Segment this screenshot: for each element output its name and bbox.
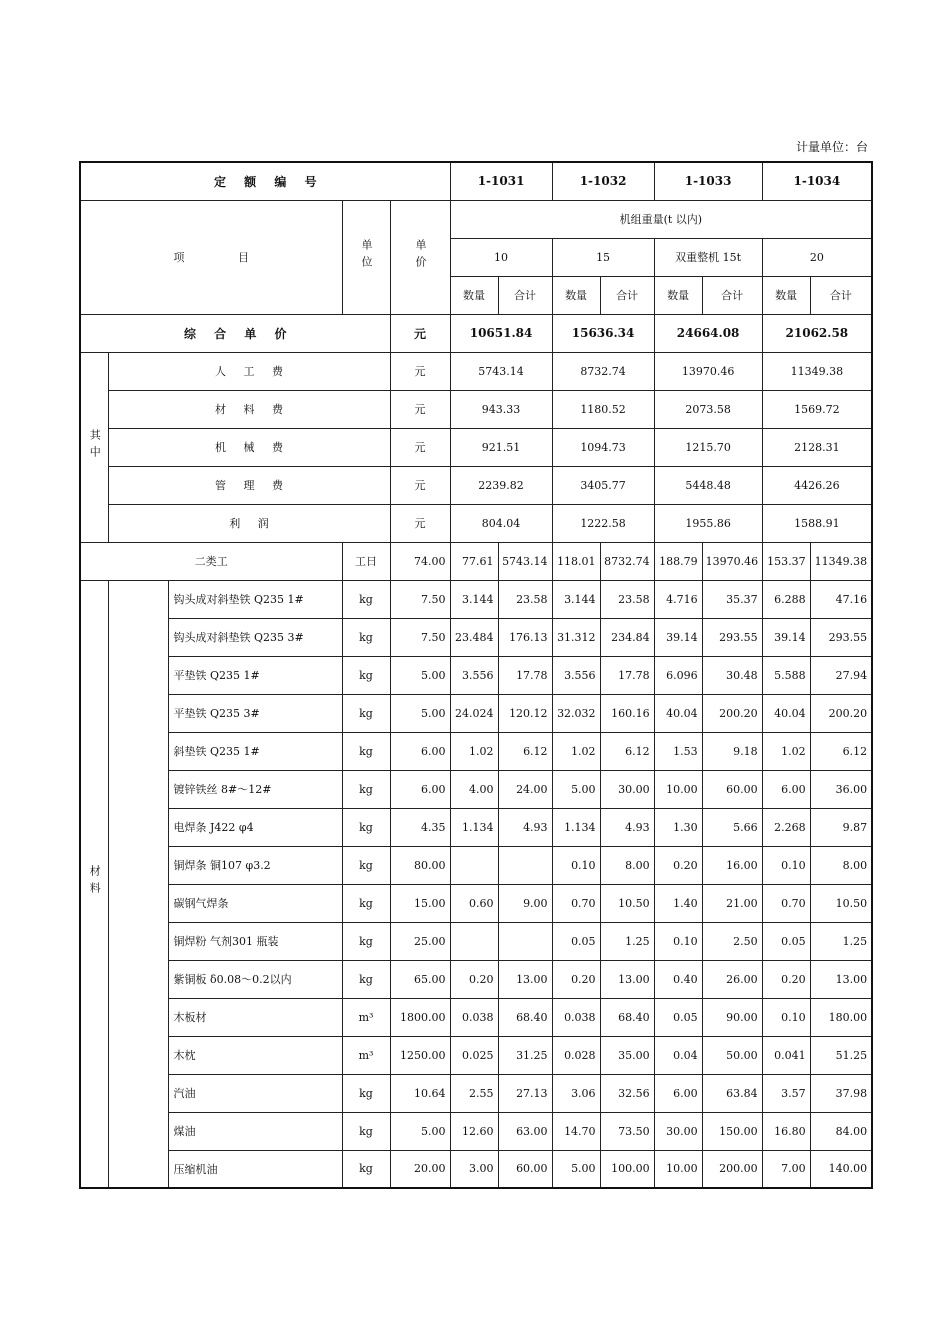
- material-cell: 37.98: [810, 1074, 872, 1112]
- material-cell: 63.84: [702, 1074, 762, 1112]
- material-cell: 27.13: [498, 1074, 552, 1112]
- material-cell: 0.028: [552, 1036, 600, 1074]
- material-price: 20.00: [390, 1150, 450, 1188]
- material-unit: kg: [342, 922, 390, 960]
- material-cell: 4.716: [654, 580, 702, 618]
- material-cell: 0.10: [762, 846, 810, 884]
- weight-1: 10: [450, 238, 552, 276]
- material-row: [80, 884, 872, 922]
- among-label-text: 其中: [88, 428, 102, 463]
- among-item-value: 1094.73: [552, 428, 654, 466]
- material-cell: 234.84: [600, 618, 654, 656]
- material-cell: 31.25: [498, 1036, 552, 1074]
- material-cell: 200.00: [702, 1150, 762, 1188]
- material-cell: 9.87: [810, 808, 872, 846]
- unit-label: 单位: [342, 200, 390, 314]
- material-row: [80, 998, 872, 1036]
- material-cell: 16.00: [702, 846, 762, 884]
- weight-2: 15: [552, 238, 654, 276]
- code-4: 1-1034: [762, 162, 872, 200]
- composite-value-2: 15636.34: [552, 314, 654, 352]
- material-cell: 8.00: [600, 846, 654, 884]
- material-cell: 10.50: [810, 884, 872, 922]
- total-label: 合计: [702, 276, 762, 314]
- among-item-value: 5448.48: [654, 466, 762, 504]
- quota-code-label: 定 额 编 号: [80, 162, 450, 200]
- material-cell: 4.93: [600, 808, 654, 846]
- material-cell: 3.57: [762, 1074, 810, 1112]
- material-row: [80, 1150, 872, 1188]
- material-cell: 5.588: [762, 656, 810, 694]
- among-item-name: 利 润: [108, 504, 390, 542]
- materials-spacer: [108, 580, 168, 1188]
- material-cell: [450, 846, 498, 884]
- material-cell: 293.55: [702, 618, 762, 656]
- material-name: 平垫铁 Q235 3#: [168, 694, 342, 732]
- weight-4: 20: [762, 238, 872, 276]
- material-cell: 23.58: [600, 580, 654, 618]
- material-cell: 0.038: [450, 998, 498, 1036]
- material-cell: 31.312: [552, 618, 600, 656]
- among-item-value: 1215.70: [654, 428, 762, 466]
- material-cell: 26.00: [702, 960, 762, 998]
- material-cell: 0.20: [450, 960, 498, 998]
- composite-value-3: 24664.08: [654, 314, 762, 352]
- material-cell: 10.00: [654, 770, 702, 808]
- material-cell: 1.02: [552, 732, 600, 770]
- material-price: 5.00: [390, 694, 450, 732]
- material-name: 紫铜板 δ0.08～0.2以内: [168, 960, 342, 998]
- among-item-value: 13970.46: [654, 352, 762, 390]
- material-price: 1250.00: [390, 1036, 450, 1074]
- material-cell: 51.25: [810, 1036, 872, 1074]
- among-item-value: 2239.82: [450, 466, 552, 504]
- material-cell: 0.20: [654, 846, 702, 884]
- labor-cell: 13970.46: [702, 542, 762, 580]
- material-unit: m³: [342, 1036, 390, 1074]
- material-cell: 176.13: [498, 618, 552, 656]
- item-label: 项 目: [80, 200, 342, 314]
- composite-value-1: 10651.84: [450, 314, 552, 352]
- material-cell: [498, 922, 552, 960]
- material-unit: kg: [342, 732, 390, 770]
- material-unit: kg: [342, 694, 390, 732]
- material-cell: 9.00: [498, 884, 552, 922]
- composite-unit: 元: [390, 314, 450, 352]
- among-item-value: 1222.58: [552, 504, 654, 542]
- among-item-value: 804.04: [450, 504, 552, 542]
- material-cell: 13.00: [600, 960, 654, 998]
- among-item-name: 人 工 费: [108, 352, 390, 390]
- material-cell: 160.16: [600, 694, 654, 732]
- material-cell: 3.00: [450, 1150, 498, 1188]
- material-cell: 0.70: [552, 884, 600, 922]
- material-cell: 0.40: [654, 960, 702, 998]
- material-name: 斜垫铁 Q235 1#: [168, 732, 342, 770]
- material-cell: 30.48: [702, 656, 762, 694]
- material-cell: 90.00: [702, 998, 762, 1036]
- among-item-value: 5743.14: [450, 352, 552, 390]
- code-2: 1-1032: [552, 162, 654, 200]
- material-price: 80.00: [390, 846, 450, 884]
- material-row: [80, 1074, 872, 1112]
- qty-label: 数量: [654, 276, 702, 314]
- material-cell: 3.144: [552, 580, 600, 618]
- material-cell: 10.50: [600, 884, 654, 922]
- among-item-value: 1588.91: [762, 504, 872, 542]
- material-cell: 1.40: [654, 884, 702, 922]
- material-price: 65.00: [390, 960, 450, 998]
- material-cell: 60.00: [498, 1150, 552, 1188]
- material-price: 7.50: [390, 618, 450, 656]
- material-cell: 0.70: [762, 884, 810, 922]
- material-unit: kg: [342, 618, 390, 656]
- among-item-name: 材 料 费: [108, 390, 390, 428]
- among-item-value: 11349.38: [762, 352, 872, 390]
- code-1: 1-1031: [450, 162, 552, 200]
- labor-cell: 5743.14: [498, 542, 552, 580]
- material-name: 木枕: [168, 1036, 342, 1074]
- material-cell: 27.94: [810, 656, 872, 694]
- material-cell: 3.06: [552, 1074, 600, 1112]
- material-cell: 0.04: [654, 1036, 702, 1074]
- material-name: 钩头成对斜垫铁 Q235 3#: [168, 618, 342, 656]
- material-cell: 0.10: [552, 846, 600, 884]
- labor-cell: 188.79: [654, 542, 702, 580]
- material-cell: 84.00: [810, 1112, 872, 1150]
- among-label: [80, 352, 108, 542]
- qty-label: 数量: [762, 276, 810, 314]
- material-cell: 1.25: [810, 922, 872, 960]
- material-cell: 60.00: [702, 770, 762, 808]
- unit-note: 计量单位：台: [795, 140, 868, 154]
- material-name: 电焊条 J422 φ4: [168, 808, 342, 846]
- material-cell: 36.00: [810, 770, 872, 808]
- material-cell: 23.484: [450, 618, 498, 656]
- among-item-value: 8732.74: [552, 352, 654, 390]
- among-item-value: 4426.26: [762, 466, 872, 504]
- materials-label-text: 材料: [88, 865, 102, 900]
- material-cell: 5.00: [552, 770, 600, 808]
- material-cell: 16.80: [762, 1112, 810, 1150]
- total-label: 合计: [600, 276, 654, 314]
- material-cell: 4.00: [450, 770, 498, 808]
- material-cell: 293.55: [810, 618, 872, 656]
- material-name: 煤油: [168, 1112, 342, 1150]
- material-price: 7.50: [390, 580, 450, 618]
- composite-value-4: 21062.58: [762, 314, 872, 352]
- material-price: 25.00: [390, 922, 450, 960]
- material-cell: 47.16: [810, 580, 872, 618]
- among-row: [80, 466, 872, 504]
- material-cell: 0.20: [552, 960, 600, 998]
- among-row: [80, 390, 872, 428]
- material-cell: 0.60: [450, 884, 498, 922]
- material-row: [80, 922, 872, 960]
- material-cell: 24.024: [450, 694, 498, 732]
- material-cell: 68.40: [600, 998, 654, 1036]
- material-cell: 73.50: [600, 1112, 654, 1150]
- material-row: [80, 1112, 872, 1150]
- material-cell: 0.10: [654, 922, 702, 960]
- among-item-value: 2073.58: [654, 390, 762, 428]
- material-cell: 3.144: [450, 580, 498, 618]
- material-cell: 0.20: [762, 960, 810, 998]
- material-cell: 140.00: [810, 1150, 872, 1188]
- among-item-unit: 元: [390, 352, 450, 390]
- materials-label: [80, 580, 108, 1188]
- among-item-unit: 元: [390, 466, 450, 504]
- material-cell: 6.288: [762, 580, 810, 618]
- material-cell: 17.78: [498, 656, 552, 694]
- material-cell: 40.04: [654, 694, 702, 732]
- material-cell: 0.05: [762, 922, 810, 960]
- material-unit: kg: [342, 656, 390, 694]
- material-cell: 3.556: [552, 656, 600, 694]
- material-cell: 35.37: [702, 580, 762, 618]
- labor-cell: 118.01: [552, 542, 600, 580]
- material-cell: 32.032: [552, 694, 600, 732]
- among-item-unit: 元: [390, 504, 450, 542]
- material-name: 压缩机油: [168, 1150, 342, 1188]
- material-name: 木板材: [168, 998, 342, 1036]
- material-cell: 24.00: [498, 770, 552, 808]
- material-cell: 1.134: [552, 808, 600, 846]
- material-cell: 2.268: [762, 808, 810, 846]
- material-price: 15.00: [390, 884, 450, 922]
- material-row: [80, 846, 872, 884]
- material-unit: kg: [342, 580, 390, 618]
- material-cell: 13.00: [498, 960, 552, 998]
- material-cell: 0.038: [552, 998, 600, 1036]
- material-cell: 2.50: [702, 922, 762, 960]
- total-label: 合计: [498, 276, 552, 314]
- material-cell: 120.12: [498, 694, 552, 732]
- material-cell: 1.02: [762, 732, 810, 770]
- material-price: 10.64: [390, 1074, 450, 1112]
- material-cell: 100.00: [600, 1150, 654, 1188]
- material-cell: 5.00: [552, 1150, 600, 1188]
- labor-cell: 153.37: [762, 542, 810, 580]
- material-cell: 0.05: [552, 922, 600, 960]
- material-cell: 6.12: [810, 732, 872, 770]
- labor-name: 二类工: [80, 542, 342, 580]
- labor-row: [80, 542, 872, 580]
- material-cell: 68.40: [498, 998, 552, 1036]
- material-name: 平垫铁 Q235 1#: [168, 656, 342, 694]
- composite-label: 综 合 单 价: [80, 314, 390, 352]
- material-name: 铜焊粉 气剂301 瓶装: [168, 922, 342, 960]
- material-unit: kg: [342, 846, 390, 884]
- material-price: 6.00: [390, 770, 450, 808]
- material-row: [80, 580, 872, 618]
- material-cell: 1.30: [654, 808, 702, 846]
- material-cell: 150.00: [702, 1112, 762, 1150]
- material-cell: 1.134: [450, 808, 498, 846]
- material-unit: kg: [342, 960, 390, 998]
- material-cell: 12.60: [450, 1112, 498, 1150]
- material-cell: 23.58: [498, 580, 552, 618]
- price-label: 单价: [390, 200, 450, 314]
- among-row: [80, 428, 872, 466]
- material-cell: 39.14: [654, 618, 702, 656]
- among-item-value: 1955.86: [654, 504, 762, 542]
- material-cell: 6.00: [654, 1074, 702, 1112]
- material-unit: kg: [342, 1150, 390, 1188]
- material-unit: m³: [342, 998, 390, 1036]
- qty-label: 数量: [450, 276, 498, 314]
- material-cell: 2.55: [450, 1074, 498, 1112]
- material-unit: kg: [342, 1112, 390, 1150]
- quota-table: [79, 161, 873, 1189]
- material-cell: 3.556: [450, 656, 498, 694]
- material-row: [80, 618, 872, 656]
- among-item-name: 管 理 费: [108, 466, 390, 504]
- qty-label: 数量: [552, 276, 600, 314]
- material-cell: 0.025: [450, 1036, 498, 1074]
- among-row: [80, 352, 872, 390]
- total-label: 合计: [810, 276, 872, 314]
- material-cell: 30.00: [654, 1112, 702, 1150]
- among-item-name: 机 械 费: [108, 428, 390, 466]
- material-row: [80, 694, 872, 732]
- labor-cell: 11349.38: [810, 542, 872, 580]
- material-cell: 50.00: [702, 1036, 762, 1074]
- material-row: [80, 656, 872, 694]
- weight-3: 双重整机 15t: [654, 238, 762, 276]
- material-cell: 6.00: [762, 770, 810, 808]
- material-cell: [498, 846, 552, 884]
- material-cell: 180.00: [810, 998, 872, 1036]
- labor-cell: 77.61: [450, 542, 498, 580]
- material-unit: kg: [342, 884, 390, 922]
- material-price: 4.35: [390, 808, 450, 846]
- material-cell: 4.93: [498, 808, 552, 846]
- material-name: 钩头成对斜垫铁 Q235 1#: [168, 580, 342, 618]
- labor-cell: 8732.74: [600, 542, 654, 580]
- material-cell: 6.096: [654, 656, 702, 694]
- material-row: [80, 732, 872, 770]
- material-unit: kg: [342, 1074, 390, 1112]
- among-item-value: 1569.72: [762, 390, 872, 428]
- material-cell: 1.25: [600, 922, 654, 960]
- among-item-value: 2128.31: [762, 428, 872, 466]
- material-unit: kg: [342, 808, 390, 846]
- material-name: 镀锌铁丝 8#～12#: [168, 770, 342, 808]
- material-name: 铜焊条 铜107 φ3.2: [168, 846, 342, 884]
- material-unit: kg: [342, 770, 390, 808]
- labor-price: 74.00: [390, 542, 450, 580]
- material-name: 汽油: [168, 1074, 342, 1112]
- among-row: [80, 504, 872, 542]
- material-row: [80, 1036, 872, 1074]
- material-name: 碳钢气焊条: [168, 884, 342, 922]
- material-cell: 8.00: [810, 846, 872, 884]
- material-cell: 0.041: [762, 1036, 810, 1074]
- material-cell: 1.02: [450, 732, 498, 770]
- material-cell: 9.18: [702, 732, 762, 770]
- material-row: [80, 808, 872, 846]
- material-cell: 32.56: [600, 1074, 654, 1112]
- material-cell: 0.05: [654, 998, 702, 1036]
- material-cell: 14.70: [552, 1112, 600, 1150]
- group-title: 机组重量(t 以内): [450, 200, 872, 238]
- material-price: 5.00: [390, 656, 450, 694]
- material-cell: 21.00: [702, 884, 762, 922]
- material-price: 5.00: [390, 1112, 450, 1150]
- among-item-unit: 元: [390, 390, 450, 428]
- among-item-value: 943.33: [450, 390, 552, 428]
- material-cell: 35.00: [600, 1036, 654, 1074]
- material-cell: 6.12: [498, 732, 552, 770]
- material-cell: 6.12: [600, 732, 654, 770]
- material-row: [80, 960, 872, 998]
- material-row: [80, 770, 872, 808]
- code-3: 1-1033: [654, 162, 762, 200]
- material-cell: 7.00: [762, 1150, 810, 1188]
- among-item-unit: 元: [390, 428, 450, 466]
- among-item-value: 1180.52: [552, 390, 654, 428]
- material-cell: 13.00: [810, 960, 872, 998]
- among-item-value: 921.51: [450, 428, 552, 466]
- among-item-value: 3405.77: [552, 466, 654, 504]
- material-cell: 30.00: [600, 770, 654, 808]
- material-cell: 5.66: [702, 808, 762, 846]
- material-cell: 200.20: [702, 694, 762, 732]
- material-cell: 40.04: [762, 694, 810, 732]
- material-cell: 17.78: [600, 656, 654, 694]
- material-cell: 39.14: [762, 618, 810, 656]
- material-cell: [450, 922, 498, 960]
- material-price: 6.00: [390, 732, 450, 770]
- material-cell: 200.20: [810, 694, 872, 732]
- material-cell: 0.10: [762, 998, 810, 1036]
- material-cell: 63.00: [498, 1112, 552, 1150]
- material-cell: 10.00: [654, 1150, 702, 1188]
- material-price: 1800.00: [390, 998, 450, 1036]
- labor-unit: 工日: [342, 542, 390, 580]
- material-cell: 1.53: [654, 732, 702, 770]
